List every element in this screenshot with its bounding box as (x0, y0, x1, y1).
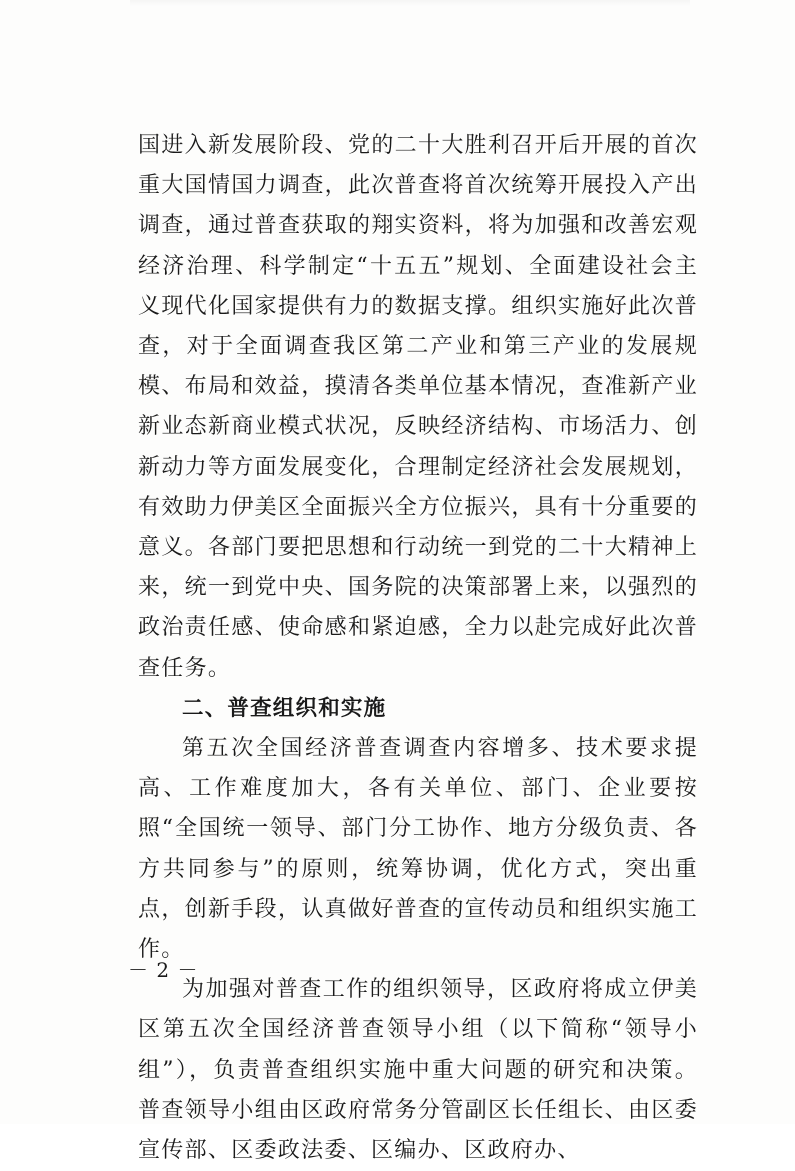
section-heading: 二、普查组织和实施 (182, 695, 387, 721)
scan-shadow (130, 0, 690, 6)
paragraph: 第五次全国经济普查调查内容增多、技术要求提高、工作难度加大，各有关单位、部门、企业要按照“全国统一领导、部门分工协作、地方分级负责、各方共同参与”的原则，统筹协调，优化方式，突出重点，创新手段，认真做好普查的宣传动员和组织实施工作。 (138, 736, 698, 963)
paragraph: 为加强对普查工作的组织领导，区政府将成立伊美区第五次全国经济普查领导小组（以下简称“领导小组”），负责普查组织实施中重大问题的研究和决策。普查领导小组由区政府常务分管副区长任组长、由区委宣传部、区委政法委、区编办、区政府办、 (138, 977, 698, 1164)
page-number: － 2 － (128, 958, 199, 982)
paragraph-continuation: 国进入新发展阶段、党的二十大胜利召开后开展的首次重大国情国力调查，此次普查将首次统筹开展投入产出调查，通过普查获取的翔实资料，将为加强和改善宏观经济治理、科学制定“十五五”规划、全面建设社会主义现代化国家提供有力的数据支撑。组织实施好此次普查，对于全面调查我区第二产业和第三产业的发展规模、布局和效益，摸清各类单位基本情况，查准新产业新业态新商业模式状况，反映经济结构、市场活力、创新动力等方面发展变化，合理制定经济社会发展规划，有效助力伊美区全面振兴全方位振兴，具有十分重要的意义。各部门要把思想和行动统一到党的二十大精神上来，统一到党中央、国务院的决策部署上来，以强烈的政治责任感、使命感和紧迫感，全力以赴完成好此次普查任务。 (138, 133, 698, 681)
body-text (138, 126, 698, 1171)
